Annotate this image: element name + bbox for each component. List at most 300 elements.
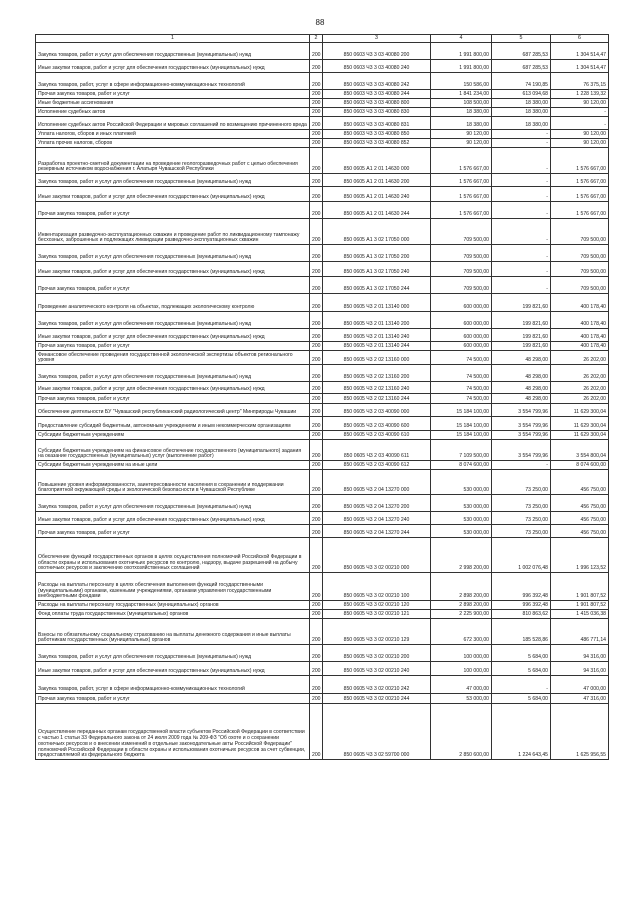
line-code-cell: 200 (310, 202, 323, 219)
approved-amount-cell: 709 500,00 (431, 219, 492, 245)
table-row (36, 108, 609, 117)
unexecuted-amount-cell: 1 304 514,47 (551, 60, 609, 73)
line-code-cell: 200 (310, 440, 323, 461)
table-row (36, 219, 609, 245)
line-code-cell: 200 (310, 187, 323, 202)
row-name-cell: Иные закупки товаров, работ и услуг для обеспечения государственных (муниципальных) нужд (36, 262, 310, 277)
executed-amount-cell: - (492, 277, 551, 294)
unexecuted-amount-cell: 26 202,00 (551, 351, 609, 365)
table-row (36, 60, 609, 73)
table-row (36, 342, 609, 351)
line-code-cell: 200 (310, 676, 323, 694)
line-code-cell: 200 (310, 601, 323, 610)
unexecuted-amount-cell: 709 500,00 (551, 245, 609, 262)
table-row (36, 645, 609, 662)
approved-amount-cell: 15 184 100,00 (431, 417, 492, 431)
unexecuted-amount-cell: 709 500,00 (551, 219, 609, 245)
unexecuted-amount-cell: 1 901 807,52 (551, 573, 609, 601)
executed-amount-cell: 687 285,53 (492, 60, 551, 73)
table-row (36, 470, 609, 495)
line-code-cell: 200 (310, 704, 323, 760)
executed-amount-cell: - (492, 130, 551, 139)
table-row (36, 601, 609, 610)
approved-amount-cell: 18 380,00 (431, 108, 492, 117)
unexecuted-amount-cell: 76 375,15 (551, 73, 609, 90)
approved-amount-cell: 530 000,00 (431, 495, 492, 512)
table-row (36, 245, 609, 262)
executed-amount-cell: 199 821,60 (492, 294, 551, 312)
table-header-row (36, 35, 609, 43)
line-code-cell: 200 (310, 139, 323, 148)
unexecuted-amount-cell: 709 500,00 (551, 262, 609, 277)
line-code-cell: 200 (310, 329, 323, 342)
approved-amount-cell: 150 586,00 (431, 73, 492, 90)
approved-amount-cell: 1 991 800,00 (431, 43, 492, 60)
unexecuted-amount-cell: 400 178,40 (551, 329, 609, 342)
budget-code-cell: 850 0605 Ч3 3 02 00210 200 (323, 645, 431, 662)
table-row (36, 73, 609, 90)
table-row (36, 130, 609, 139)
approved-amount-cell: 74 500,00 (431, 394, 492, 404)
budget-code-cell: 850 0605 Ч3 3 02 00210 000 (323, 538, 431, 573)
unexecuted-amount-cell: - (551, 108, 609, 117)
line-code-cell: 200 (310, 470, 323, 495)
executed-amount-cell: 48 298,00 (492, 382, 551, 394)
unexecuted-amount-cell: 486 771,14 (551, 619, 609, 645)
executed-amount-cell: 48 298,00 (492, 351, 551, 365)
table-row (36, 417, 609, 431)
row-name-cell: Обеспечение функций государственных органов в целях осуществления полномочий Российской Федерации в области охраны и использования охотничьих ресурсов по контролю, надзору, выдаче разрешений на добычу охотничьих ресурсов и заключению охотхозяйственных соглашений (36, 538, 310, 573)
unexecuted-amount-cell: 90 120,00 (551, 139, 609, 148)
approved-amount-cell: 530 000,00 (431, 470, 492, 495)
executed-amount-cell: 5 684,00 (492, 694, 551, 704)
row-name-cell: Закупка товаров, работ и услуг для обеспечения государственных (муниципальных) нужд (36, 365, 310, 382)
row-name-cell: Закупка товаров, работ и услуг для обеспечения государственных (муниципальных) нужд (36, 174, 310, 187)
executed-amount-cell: 613 094,68 (492, 90, 551, 99)
unexecuted-amount-cell: 1 901 807,52 (551, 601, 609, 610)
budget-code-cell: 850 0605 Ч3 3 02 00210 120 (323, 601, 431, 610)
executed-amount-cell: 73 250,00 (492, 470, 551, 495)
row-name-cell: Прочая закупка товаров, работ и услуг (36, 525, 310, 538)
executed-amount-cell: - (492, 187, 551, 202)
approved-amount-cell: 100 000,00 (431, 645, 492, 662)
budget-execution-table (35, 34, 609, 760)
budget-code-cell: 850 0605 Ч3 2 01 13140 200 (323, 312, 431, 329)
unexecuted-amount-cell: 26 202,00 (551, 394, 609, 404)
column-header: 2 (310, 35, 323, 43)
unexecuted-amount-cell: 11 629 300,04 (551, 417, 609, 431)
table-row (36, 294, 609, 312)
row-name-cell: Закупка товаров, работ, услуг в сфере информационно-коммуникационных технологий (36, 73, 310, 90)
line-code-cell: 200 (310, 394, 323, 404)
table-row (36, 394, 609, 404)
approved-amount-cell: 600 000,00 (431, 312, 492, 329)
line-code-cell: 200 (310, 365, 323, 382)
row-name-cell: Прочая закупка товаров, работ и услуг (36, 342, 310, 351)
row-name-cell: Субсидии бюджетным учреждениям (36, 431, 310, 440)
table-row (36, 431, 609, 440)
line-code-cell: 200 (310, 130, 323, 139)
budget-code-cell: 850 0603 Ч3 3 03 40080 200 (323, 43, 431, 60)
executed-amount-cell: 687 285,53 (492, 43, 551, 60)
budget-code-cell: 850 0603 Ч3 3 03 40080 242 (323, 73, 431, 90)
row-name-cell: Уплата налогов, сборов и иных платежей (36, 130, 310, 139)
row-name-cell: Фонд оплаты труда государственных (муниципальных) органов (36, 610, 310, 619)
approved-amount-cell: 100 000,00 (431, 662, 492, 676)
executed-amount-cell: 810 863,62 (492, 610, 551, 619)
budget-code-cell: 850 0605 Ч3 2 01 13140 244 (323, 342, 431, 351)
approved-amount-cell: 1 991 800,00 (431, 60, 492, 73)
unexecuted-amount-cell: 47 000,00 (551, 676, 609, 694)
row-name-cell: Уплата прочих налогов, сборов (36, 139, 310, 148)
unexecuted-amount-cell: 94 316,00 (551, 645, 609, 662)
unexecuted-amount-cell: 26 202,00 (551, 365, 609, 382)
table-row (36, 174, 609, 187)
table-row (36, 662, 609, 676)
unexecuted-amount-cell: 456 750,00 (551, 525, 609, 538)
table-row (36, 495, 609, 512)
column-header: 3 (323, 35, 431, 43)
row-name-cell: Закупка товаров, работ и услуг для обеспечения государственных (муниципальных) нужд (36, 312, 310, 329)
line-code-cell: 200 (310, 694, 323, 704)
approved-amount-cell: 2 998 200,00 (431, 538, 492, 573)
row-name-cell: Прочая закупка товаров, работ и услуг (36, 90, 310, 99)
budget-code-cell: 850 0605 Ч3 2 02 13160 244 (323, 394, 431, 404)
budget-code-cell: 850 0605 Ч3 2 04 13270 244 (323, 525, 431, 538)
row-name-cell: Иные бюджетные ассигнования (36, 99, 310, 108)
executed-amount-cell: - (492, 139, 551, 148)
unexecuted-amount-cell: 90 120,00 (551, 130, 609, 139)
line-code-cell: 200 (310, 525, 323, 538)
budget-code-cell: 850 0605 Ч3 2 04 13270 240 (323, 512, 431, 525)
executed-amount-cell: 3 554 799,96 (492, 431, 551, 440)
executed-amount-cell: 1 224 643,45 (492, 704, 551, 760)
table-row (36, 610, 609, 619)
unexecuted-amount-cell: 456 750,00 (551, 495, 609, 512)
budget-code-cell: 850 0603 Ч3 3 03 40080 240 (323, 60, 431, 73)
line-code-cell: 200 (310, 495, 323, 512)
table-row (36, 351, 609, 365)
table-row (36, 90, 609, 99)
row-name-cell: Повышение уровня информированности, заинтересованности населения в сохранении и поддержании благоприятной окружающей среды и экологической безопасности в Чувашской Республике (36, 470, 310, 495)
line-code-cell: 200 (310, 43, 323, 60)
row-name-cell: Проведение аналитического контроля на объектах, подлежащих экологическому контролю (36, 294, 310, 312)
executed-amount-cell: - (492, 676, 551, 694)
budget-code-cell: 850 0605 Ч3 2 02 13160 200 (323, 365, 431, 382)
table-row (36, 382, 609, 394)
budget-code-cell: 850 0605 Ч3 2 03 40090 612 (323, 461, 431, 470)
executed-amount-cell: 3 554 799,96 (492, 404, 551, 417)
line-code-cell: 200 (310, 512, 323, 525)
budget-code-cell: 850 0605 Ч3 3 02 59700 000 (323, 704, 431, 760)
budget-code-cell: 850 0603 Ч3 3 03 40080 831 (323, 117, 431, 130)
executed-amount-cell: 3 554 799,96 (492, 440, 551, 461)
executed-amount-cell: 74 190,85 (492, 73, 551, 90)
unexecuted-amount-cell: 1 228 139,32 (551, 90, 609, 99)
unexecuted-amount-cell: 1 576 667,00 (551, 174, 609, 187)
row-name-cell: Иные закупки товаров, работ и услуг для обеспечения государственных (муниципальных) нужд (36, 512, 310, 525)
line-code-cell: 200 (310, 117, 323, 130)
approved-amount-cell: 47 000,00 (431, 676, 492, 694)
approved-amount-cell: 1 841 234,00 (431, 90, 492, 99)
budget-code-cell: 850 0603 Ч3 3 03 40080 800 (323, 99, 431, 108)
line-code-cell: 200 (310, 610, 323, 619)
table-row (36, 329, 609, 342)
row-name-cell: Субсидии бюджетным учреждениям на финансовое обеспечение государственного (муниципального) задания на оказание государственных (муниципальных) услуг (выполнение работ) (36, 440, 310, 461)
approved-amount-cell: 18 380,00 (431, 117, 492, 130)
row-name-cell: Иные закупки товаров, работ и услуг для обеспечения государственных (муниципальных) нужд (36, 329, 310, 342)
executed-amount-cell: - (492, 174, 551, 187)
budget-code-cell: 850 0605 А1 2 01 14630 200 (323, 174, 431, 187)
table-row (36, 538, 609, 573)
unexecuted-amount-cell: 11 629 300,04 (551, 404, 609, 417)
budget-code-cell: 850 0603 Ч3 3 03 40080 850 (323, 130, 431, 139)
budget-code-cell: 850 0605 Ч3 2 02 13160 240 (323, 382, 431, 394)
unexecuted-amount-cell: 456 750,00 (551, 470, 609, 495)
unexecuted-amount-cell: 400 178,40 (551, 342, 609, 351)
table-row (36, 694, 609, 704)
executed-amount-cell: 996 392,48 (492, 601, 551, 610)
unexecuted-amount-cell: 1 996 123,52 (551, 538, 609, 573)
executed-amount-cell: - (492, 461, 551, 470)
budget-code-cell: 850 0603 Ч3 3 03 40080 830 (323, 108, 431, 117)
unexecuted-amount-cell: 3 554 800,04 (551, 440, 609, 461)
budget-code-cell: 850 0605 Ч3 2 03 40090 600 (323, 417, 431, 431)
budget-code-cell: 850 0605 Ч3 3 02 00210 100 (323, 573, 431, 601)
table-row (36, 619, 609, 645)
executed-amount-cell: 1 002 076,48 (492, 538, 551, 573)
line-code-cell: 200 (310, 99, 323, 108)
executed-amount-cell: 18 380,00 (492, 108, 551, 117)
column-header: 1 (36, 35, 310, 43)
line-code-cell: 200 (310, 573, 323, 601)
row-name-cell: Финансовое обеспечение проведения государственной экологической экспертизы объектов регионального уровня (36, 351, 310, 365)
table-row (36, 312, 609, 329)
line-code-cell: 200 (310, 262, 323, 277)
executed-amount-cell: - (492, 262, 551, 277)
approved-amount-cell: 74 500,00 (431, 365, 492, 382)
table-row (36, 404, 609, 417)
table-row (36, 676, 609, 694)
line-code-cell: 200 (310, 417, 323, 431)
line-code-cell: 200 (310, 294, 323, 312)
approved-amount-cell: 15 184 100,00 (431, 431, 492, 440)
line-code-cell: 200 (310, 90, 323, 99)
row-name-cell: Закупка товаров, работ, услуг в сфере информационно-коммуникационных технологий (36, 676, 310, 694)
budget-code-cell: 850 0603 Ч3 3 03 40080 244 (323, 90, 431, 99)
approved-amount-cell: 1 576 667,00 (431, 202, 492, 219)
executed-amount-cell: 73 250,00 (492, 495, 551, 512)
unexecuted-amount-cell: 8 074 600,00 (551, 461, 609, 470)
approved-amount-cell: 7 109 500,00 (431, 440, 492, 461)
column-header: 6 (551, 35, 609, 43)
row-name-cell: Прочая закупка товаров, работ и услуг (36, 394, 310, 404)
budget-code-cell: 850 0605 Ч3 3 02 00210 240 (323, 662, 431, 676)
approved-amount-cell: 90 120,00 (431, 130, 492, 139)
row-name-cell: Прочая закупка товаров, работ и услуг (36, 202, 310, 219)
table-row (36, 512, 609, 525)
executed-amount-cell: 48 298,00 (492, 365, 551, 382)
unexecuted-amount-cell: 1 415 036,38 (551, 610, 609, 619)
row-name-cell: Обеспечение деятельности БУ "Чувашский республиканский радиологический центр" Минприроды Чувашии (36, 404, 310, 417)
line-code-cell: 200 (310, 662, 323, 676)
approved-amount-cell: 530 000,00 (431, 525, 492, 538)
table-row (36, 440, 609, 461)
executed-amount-cell: 5 684,00 (492, 662, 551, 676)
line-code-cell: 200 (310, 619, 323, 645)
unexecuted-amount-cell: 11 629 300,04 (551, 431, 609, 440)
table-row (36, 43, 609, 60)
column-header: 4 (431, 35, 492, 43)
line-code-cell: 200 (310, 382, 323, 394)
budget-code-cell: 850 0605 Ч3 3 02 00210 244 (323, 694, 431, 704)
budget-code-cell: 850 0605 А1 3 02 17050 000 (323, 219, 431, 245)
executed-amount-cell: - (492, 219, 551, 245)
line-code-cell: 200 (310, 312, 323, 329)
budget-code-cell: 850 0605 А1 3 02 17050 240 (323, 262, 431, 277)
line-code-cell: 200 (310, 108, 323, 117)
executed-amount-cell: - (492, 202, 551, 219)
approved-amount-cell: 108 500,00 (431, 99, 492, 108)
unexecuted-amount-cell: - (551, 117, 609, 130)
row-name-cell: Закупка товаров, работ и услуг для обеспечения государственных (муниципальных) нужд (36, 645, 310, 662)
table-row (36, 525, 609, 538)
row-name-cell: Разработка проектно-сметной документации на проведение геологоразведочных работ с целью обеспечения резервным источником водоснабжения г. Алатыря Чувашской Республики (36, 148, 310, 174)
budget-code-cell: 850 0605 Ч3 2 03 40090 000 (323, 404, 431, 417)
approved-amount-cell: 2 898 200,00 (431, 573, 492, 601)
row-name-cell: Взносы по обязательному социальному страхованию на выплаты денежного содержания и иные выплаты работникам государственных (муниципальных) органов (36, 619, 310, 645)
table-row (36, 277, 609, 294)
unexecuted-amount-cell: 456 750,00 (551, 512, 609, 525)
row-name-cell: Расходы на выплаты персоналу в целях обеспечения выполнения функций государственными (муниципальными) органами, казенными учреждениями, органами управления государственными внебюджетными фондами (36, 573, 310, 601)
approved-amount-cell: 672 300,00 (431, 619, 492, 645)
executed-amount-cell: 73 250,00 (492, 512, 551, 525)
table-row (36, 148, 609, 174)
budget-code-cell: 850 0605 Ч3 3 02 00210 121 (323, 610, 431, 619)
executed-amount-cell: - (492, 245, 551, 262)
unexecuted-amount-cell: 1 625 956,55 (551, 704, 609, 760)
row-name-cell: Закупка товаров, работ и услуг для обеспечения государственных (муниципальных) нужд (36, 245, 310, 262)
row-name-cell: Расходы на выплаты персоналу государственных (муниципальных) органов (36, 601, 310, 610)
budget-code-cell: 850 0605 А1 2 01 14630 000 (323, 148, 431, 174)
approved-amount-cell: 1 576 667,00 (431, 148, 492, 174)
table-row (36, 99, 609, 108)
unexecuted-amount-cell: 400 178,40 (551, 294, 609, 312)
line-code-cell: 200 (310, 73, 323, 90)
approved-amount-cell: 600 000,00 (431, 294, 492, 312)
executed-amount-cell: 199 821,60 (492, 342, 551, 351)
line-code-cell: 200 (310, 351, 323, 365)
approved-amount-cell: 2 850 600,00 (431, 704, 492, 760)
line-code-cell: 200 (310, 277, 323, 294)
budget-code-cell: 850 0605 Ч3 3 02 00210 129 (323, 619, 431, 645)
row-name-cell: Закупка товаров, работ и услуг для обеспечения государственных (муниципальных) нужд (36, 495, 310, 512)
unexecuted-amount-cell: 26 202,00 (551, 382, 609, 394)
column-header: 5 (492, 35, 551, 43)
approved-amount-cell: 530 000,00 (431, 512, 492, 525)
budget-code-cell: 850 0605 А1 3 02 17050 200 (323, 245, 431, 262)
table-row (36, 187, 609, 202)
executed-amount-cell: 18 380,00 (492, 99, 551, 108)
row-name-cell: Иные закупки товаров, работ и услуг для обеспечения государственных (муниципальных) нужд (36, 662, 310, 676)
budget-code-cell: 850 0605 Ч3 2 03 40090 611 (323, 440, 431, 461)
row-name-cell: Осуществление переданных органам государственной власти субъектов Российской Федерации в соответствии с частью 1 статьи 33 Федерального закона от 24 июля 2009 года № 209-ФЗ "Об охоте и о сохранении охотничьих ресурсов и о внесении изменений в отдельные законодательные акты Российской Федерации" полномочий Российской Федерации в области охраны и использования охотничьих ресурсов за счет субвенции, предоставляемой из федерального бюджета (36, 704, 310, 760)
unexecuted-amount-cell: 1 576 667,00 (551, 187, 609, 202)
executed-amount-cell: 73 250,00 (492, 525, 551, 538)
budget-code-cell: 850 0605 А1 2 01 14630 244 (323, 202, 431, 219)
table-row (36, 262, 609, 277)
table-row (36, 139, 609, 148)
budget-code-cell: 850 0605 Ч3 2 02 13160 000 (323, 351, 431, 365)
table-row (36, 117, 609, 130)
executed-amount-cell: 48 298,00 (492, 394, 551, 404)
row-name-cell: Инвентаризация разведочно-эксплуатационных скважин и проведение работ по ликвидационному тампонажу бесхозных, заброшенных и подлежащих ликвидации разведочно-эксплуатационных скважин (36, 219, 310, 245)
approved-amount-cell: 1 576 667,00 (431, 174, 492, 187)
table-row (36, 573, 609, 601)
approved-amount-cell: 2 225 900,00 (431, 610, 492, 619)
approved-amount-cell: 90 120,00 (431, 139, 492, 148)
approved-amount-cell: 8 074 600,00 (431, 461, 492, 470)
executed-amount-cell: 199 821,60 (492, 329, 551, 342)
row-name-cell: Исполнение судебных актов Российской Федерации и мировых соглашений по возмещению причиненного вреда (36, 117, 310, 130)
line-code-cell: 200 (310, 342, 323, 351)
approved-amount-cell: 600 000,00 (431, 342, 492, 351)
table-row (36, 461, 609, 470)
line-code-cell: 200 (310, 148, 323, 174)
budget-code-cell: 850 0605 Ч3 2 04 13270 200 (323, 495, 431, 512)
table-row (36, 365, 609, 382)
executed-amount-cell: 996 392,48 (492, 573, 551, 601)
row-name-cell: Предоставление субсидий бюджетным, автономным учреждениям и иным некоммерческим организациям (36, 417, 310, 431)
unexecuted-amount-cell: 709 500,00 (551, 277, 609, 294)
approved-amount-cell: 709 500,00 (431, 245, 492, 262)
line-code-cell: 200 (310, 645, 323, 662)
table-row (36, 202, 609, 219)
line-code-cell: 200 (310, 219, 323, 245)
unexecuted-amount-cell: 1 576 667,00 (551, 148, 609, 174)
executed-amount-cell: 18 380,00 (492, 117, 551, 130)
unexecuted-amount-cell: 90 120,00 (551, 99, 609, 108)
row-name-cell: Прочая закупка товаров, работ и услуг (36, 277, 310, 294)
budget-code-cell: 850 0605 Ч3 2 01 13140 240 (323, 329, 431, 342)
approved-amount-cell: 2 898 200,00 (431, 601, 492, 610)
row-name-cell: Иные закупки товаров, работ и услуг для обеспечения государственных (муниципальных) нужд (36, 60, 310, 73)
line-code-cell: 200 (310, 174, 323, 187)
approved-amount-cell: 15 184 100,00 (431, 404, 492, 417)
executed-amount-cell: - (492, 148, 551, 174)
page-number: 88 (315, 18, 325, 27)
approved-amount-cell: 709 500,00 (431, 277, 492, 294)
row-name-cell: Иные закупки товаров, работ и услуг для обеспечения государственных (муниципальных) нужд (36, 382, 310, 394)
row-name-cell: Иные закупки товаров, работ и услуг для обеспечения государственных (муниципальных) нужд (36, 187, 310, 202)
budget-code-cell: 850 0603 Ч3 3 03 40080 852 (323, 139, 431, 148)
budget-code-cell: 850 0605 Ч3 2 04 13270 000 (323, 470, 431, 495)
unexecuted-amount-cell: 400 178,40 (551, 312, 609, 329)
unexecuted-amount-cell: 47 316,00 (551, 694, 609, 704)
approved-amount-cell: 600 000,00 (431, 329, 492, 342)
row-name-cell: Исполнение судебных актов (36, 108, 310, 117)
executed-amount-cell: 199 821,60 (492, 312, 551, 329)
approved-amount-cell: 74 500,00 (431, 382, 492, 394)
approved-amount-cell: 1 576 667,00 (431, 187, 492, 202)
approved-amount-cell: 53 000,00 (431, 694, 492, 704)
unexecuted-amount-cell: 1 576 667,00 (551, 202, 609, 219)
approved-amount-cell: 74 500,00 (431, 351, 492, 365)
row-name-cell: Прочая закупка товаров, работ и услуг (36, 694, 310, 704)
executed-amount-cell: 3 554 799,96 (492, 417, 551, 431)
budget-code-cell: 850 0605 Ч3 2 01 13140 000 (323, 294, 431, 312)
unexecuted-amount-cell: 1 304 514,47 (551, 43, 609, 60)
